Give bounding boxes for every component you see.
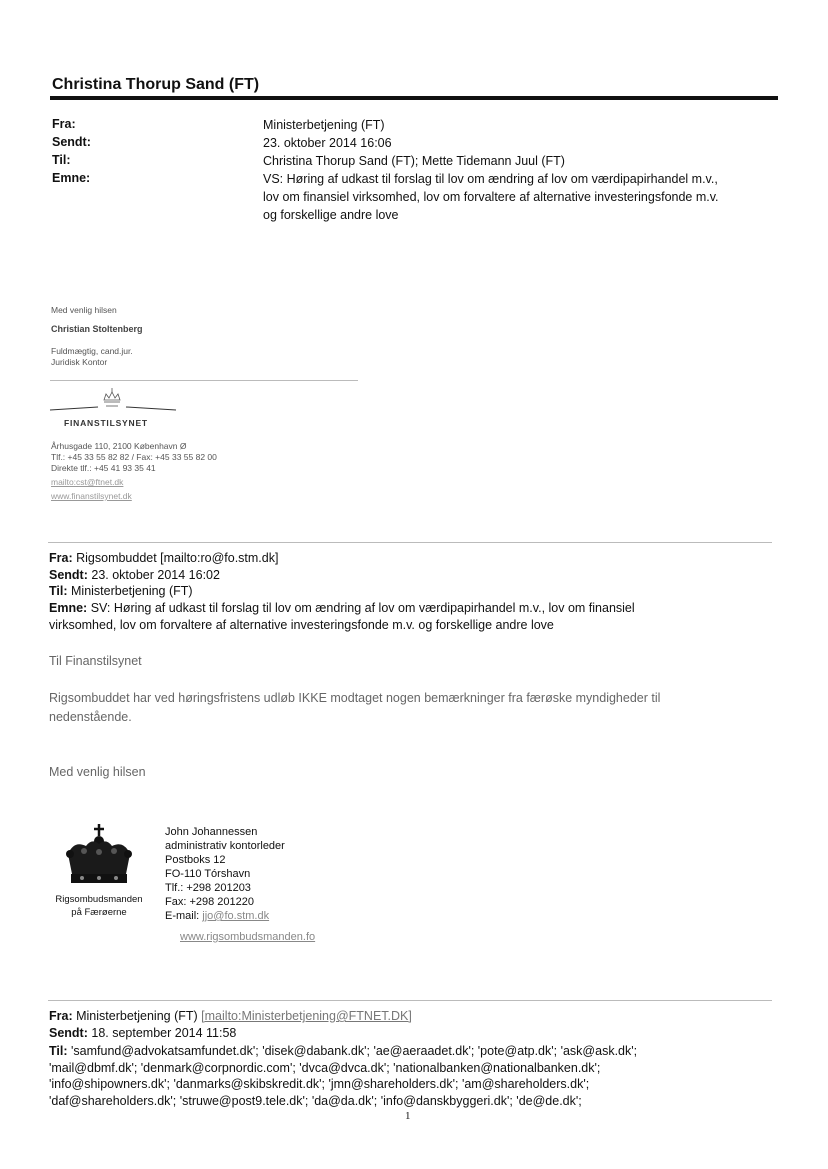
subject-label: Emne:: [52, 171, 91, 185]
email2-sent-label: Sendt:: [49, 568, 88, 582]
subject-line-1: VS: Høring af udkast til forslag til lov om ændring af lov om værdipapirhandel m.v.,: [263, 172, 718, 186]
header-rule: [50, 96, 778, 100]
crown-crest-icon: [62, 824, 136, 890]
sig1-name: Christian Stoltenberg: [51, 324, 143, 334]
email3-from-value: Ministerbetjening (FT): [76, 1009, 198, 1023]
sig2-phone: Tlf.: +298 201203: [165, 882, 251, 894]
email2-to-value: Ministerbetjening (FT): [71, 584, 193, 598]
sig2-city: FO-110 Tórshavn: [165, 868, 251, 880]
email3-to-value-1: 'samfund@advokatsamfundet.dk'; 'disek@dabank.dk'; 'ae@aeraadet.dk'; 'pote@atp.dk'; 'ask@ask.dk';: [71, 1044, 638, 1058]
email3-to-label: Til:: [49, 1044, 68, 1058]
sig1-direct: Direkte tlf.: +45 41 93 35 41: [51, 463, 156, 473]
email2-to: [49, 582, 193, 600]
email2-body-line-2: nedenstående.: [49, 710, 132, 724]
sent-label: Sendt:: [52, 135, 91, 149]
sig1-rule: [50, 380, 358, 381]
page-number: 1: [405, 1110, 411, 1122]
email2-subject-line-1: SV: Høring af udkast til forslag til lov om ændring af lov om værdipapirhandel m.v., lov om finansiel: [90, 601, 635, 615]
email3-sent: [49, 1024, 236, 1042]
email2-closing: Med venlig hilsen: [49, 765, 146, 779]
subject-line-3: og forskellige andre love: [263, 208, 399, 222]
sig1-web-link[interactable]: www.finanstilsynet.dk: [51, 491, 132, 501]
sig2-email-label: E-mail:: [165, 910, 200, 922]
sig2-web-link[interactable]: www.rigsombudsmanden.fo: [180, 931, 316, 943]
email2-body-line-1: Rigsombuddet har ved høringsfristens udløb IKKE modtaget nogen bemærkninger fra færøske myndigheder til: [49, 691, 661, 705]
subject-line-2: lov om finansiel virksomhed, lov om forvaltere af alternative investeringsfonde m.v.: [263, 190, 719, 204]
email2-from-label: Fra:: [49, 551, 73, 565]
sig2-fax: Fax: +298 201220: [165, 896, 254, 908]
separator-2: [48, 1000, 772, 1001]
email2-to-label: Til:: [49, 584, 68, 598]
crest-caption-1: Rigsombudsmanden: [55, 894, 143, 905]
sig1-org: FINANSTILSYNET: [64, 418, 148, 428]
email3-to-block: [49, 1043, 769, 1109]
crest-caption-2: på Færøerne: [71, 907, 127, 918]
sig1-title2: Juridisk Kontor: [51, 357, 108, 367]
from-label: Fra:: [52, 117, 76, 131]
email3-from: [49, 1007, 412, 1025]
email3-from-link[interactable]: [mailto:Ministerbetjening@FTNET.DK]: [201, 1009, 412, 1023]
email2-subject: [49, 599, 635, 617]
sig2-po-box: Postboks 12: [165, 854, 226, 866]
email3-sent-label: Sendt:: [49, 1026, 88, 1040]
sig2-email-row: [165, 909, 269, 923]
email2-from-value: Rigsombuddet [mailto:ro@fo.stm.dk]: [76, 551, 279, 565]
sender-name: Christina Thorup Sand (FT): [52, 76, 260, 93]
sig1-title1: Fuldmægtig, cand.jur.: [51, 346, 133, 356]
sig1-mail-link[interactable]: mailto:cst@ftnet.dk: [51, 477, 124, 487]
sig2-email-link[interactable]: jjo@fo.stm.dk: [202, 910, 270, 922]
sig1-address: Århusgade 110, 2100 København Ø: [51, 441, 187, 451]
email2-salutation: Til Finanstilsynet: [49, 654, 142, 668]
email3-sent-value: 18. september 2014 11:58: [91, 1026, 237, 1040]
sent-value: 23. oktober 2014 16:06: [263, 136, 392, 150]
sig1-phone: Tlf.: +45 33 55 82 82 / Fax: +45 33 55 82 00: [51, 452, 217, 462]
email3-to-line-2: 'mail@dbmf.dk'; 'denmark@corpnordic.com'; 'dvca@dvca.dk'; 'nationalbanken@nationalbanken.dk';: [49, 1060, 601, 1075]
to-label: Til:: [52, 153, 71, 167]
email3-to-line-3: 'info@shipowners.dk'; 'danmarks@skibskredit.dk'; 'jmn@shareholders.dk'; 'am@shareholders.dk';: [49, 1077, 590, 1091]
email2-sent-value: 23. oktober 2014 16:02: [91, 568, 220, 582]
finanstilsynet-logo-icon: [48, 386, 178, 416]
email2-from: [49, 549, 278, 567]
email2-subject-line-2: virksomhed, lov om forvaltere af alternative investeringsfonde m.v. og forskellige andre love: [49, 618, 554, 632]
sig2-title: administrativ kontorleder: [165, 840, 285, 852]
sig2-name: John Johannessen: [165, 826, 258, 838]
email3-to-line-1: [49, 1043, 769, 1060]
from-value: Ministerbetjening (FT): [263, 118, 385, 132]
separator-1: [48, 542, 772, 543]
email3-to-line-4: 'daf@shareholders.dk'; 'struwe@post9.tele.dk'; 'da@da.dk'; 'info@danskbyggeri.dk'; 'de@de.dk';: [49, 1093, 582, 1108]
to-value: Christina Thorup Sand (FT); Mette Tidemann Juul (FT): [263, 154, 565, 168]
email3-from-label: Fra:: [49, 1009, 73, 1023]
email2-subject-label: Emne:: [49, 601, 88, 615]
sig1-greeting: Med venlig hilsen: [51, 305, 117, 315]
